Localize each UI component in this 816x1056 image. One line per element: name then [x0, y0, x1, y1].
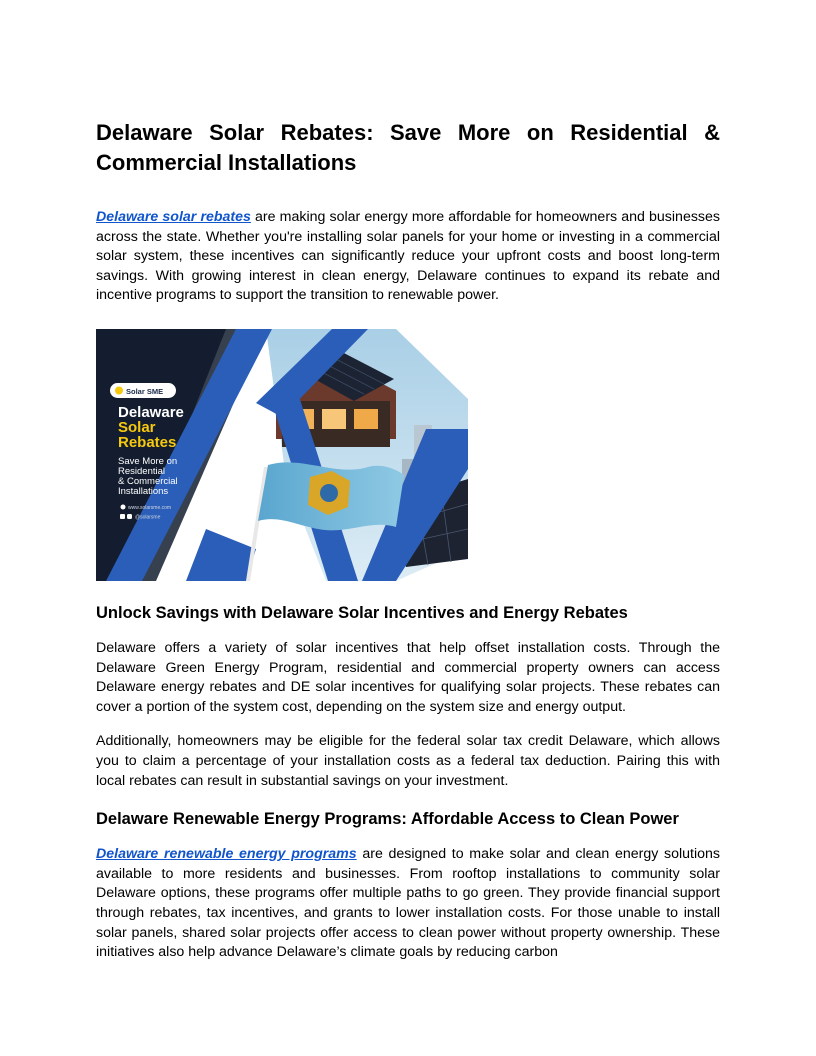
intro-paragraph [96, 208, 720, 306]
document-body [96, 118, 720, 963]
section1-paragraph2: Additionally, homeowners may be eligible for the federal solar tax credit Delaware, which allows you to claim a percentage of your installation costs as a federal tax deduction. Pairing this with local rebates can result in substantial savings on your investment. [96, 733, 720, 789]
facebook-icon [120, 514, 125, 519]
banner-sub-line1: Save More on [118, 455, 178, 467]
banner-heading-line2: Solar [118, 418, 156, 436]
document-title: Delaware Solar Rebates: Save More on Residential & Commercial Installations [96, 120, 720, 175]
banner-heading-line1: Delaware [118, 403, 184, 421]
banner-sub-line3: & Commercial [118, 475, 178, 487]
globe-icon [121, 504, 126, 509]
delaware-renewable-energy-programs-link[interactable]: Delaware renewable energy programs [96, 846, 357, 863]
banner-heading-line3: Rebates [118, 433, 177, 451]
intro-text: are making solar energy more affordable for homeowners and businesses across the state. Whether you're installing solar panels for your home or investing in a commercial solar system, these incentives can significantly reduce your upfront costs and boost long-term savings. With growing interest in clean energy, Delaware continues to expand its rebate and incentive programs to support the transition to renewable power. [96, 209, 721, 304]
instagram-icon [127, 514, 132, 519]
banner-sub-line2: Residential [118, 465, 165, 477]
section2-heading: Delaware Renewable Energy Programs: Affordable Access to Clean Power [96, 810, 679, 829]
banner-sub-line4: Installations [118, 485, 169, 497]
solarsme-logo [110, 383, 176, 398]
section1-paragraph1: Delaware offers a variety of solar incentives that help offset installation costs. Through the Delaware Green Energy Program, residential and commercial property owners can access Delaware energy rebates and DE solar incentives for qualifying solar projects. These rebates can cover a portion of the system cost, depending on the system size and energy output. [96, 639, 720, 715]
section1-heading: Unlock Savings with Delaware Solar Incentives and Energy Rebates [96, 603, 628, 622]
banner-website: www.solarsme.com [128, 504, 172, 511]
section2-text: are designed to make solar and clean energy solutions available to more residents and businesses. From rooftop installations to community solar Delaware options, these programs offer multiple paths to go green. They provide financial support through rebates, tax incentives, and grants to lower installation costs. For those unable to install solar panels, shared solar projects offer access to clean power without property ownership. These initiatives also help advance Delaware’s climate goals by reducing carbon [96, 846, 720, 961]
svg-text:Solar SME: Solar SME [126, 386, 164, 396]
banner-social: @solarsme [135, 514, 161, 521]
section2-paragraph [96, 845, 720, 963]
banner-image [96, 329, 468, 581]
delaware-solar-rebates-link[interactable]: Delaware solar rebates [96, 209, 251, 225]
